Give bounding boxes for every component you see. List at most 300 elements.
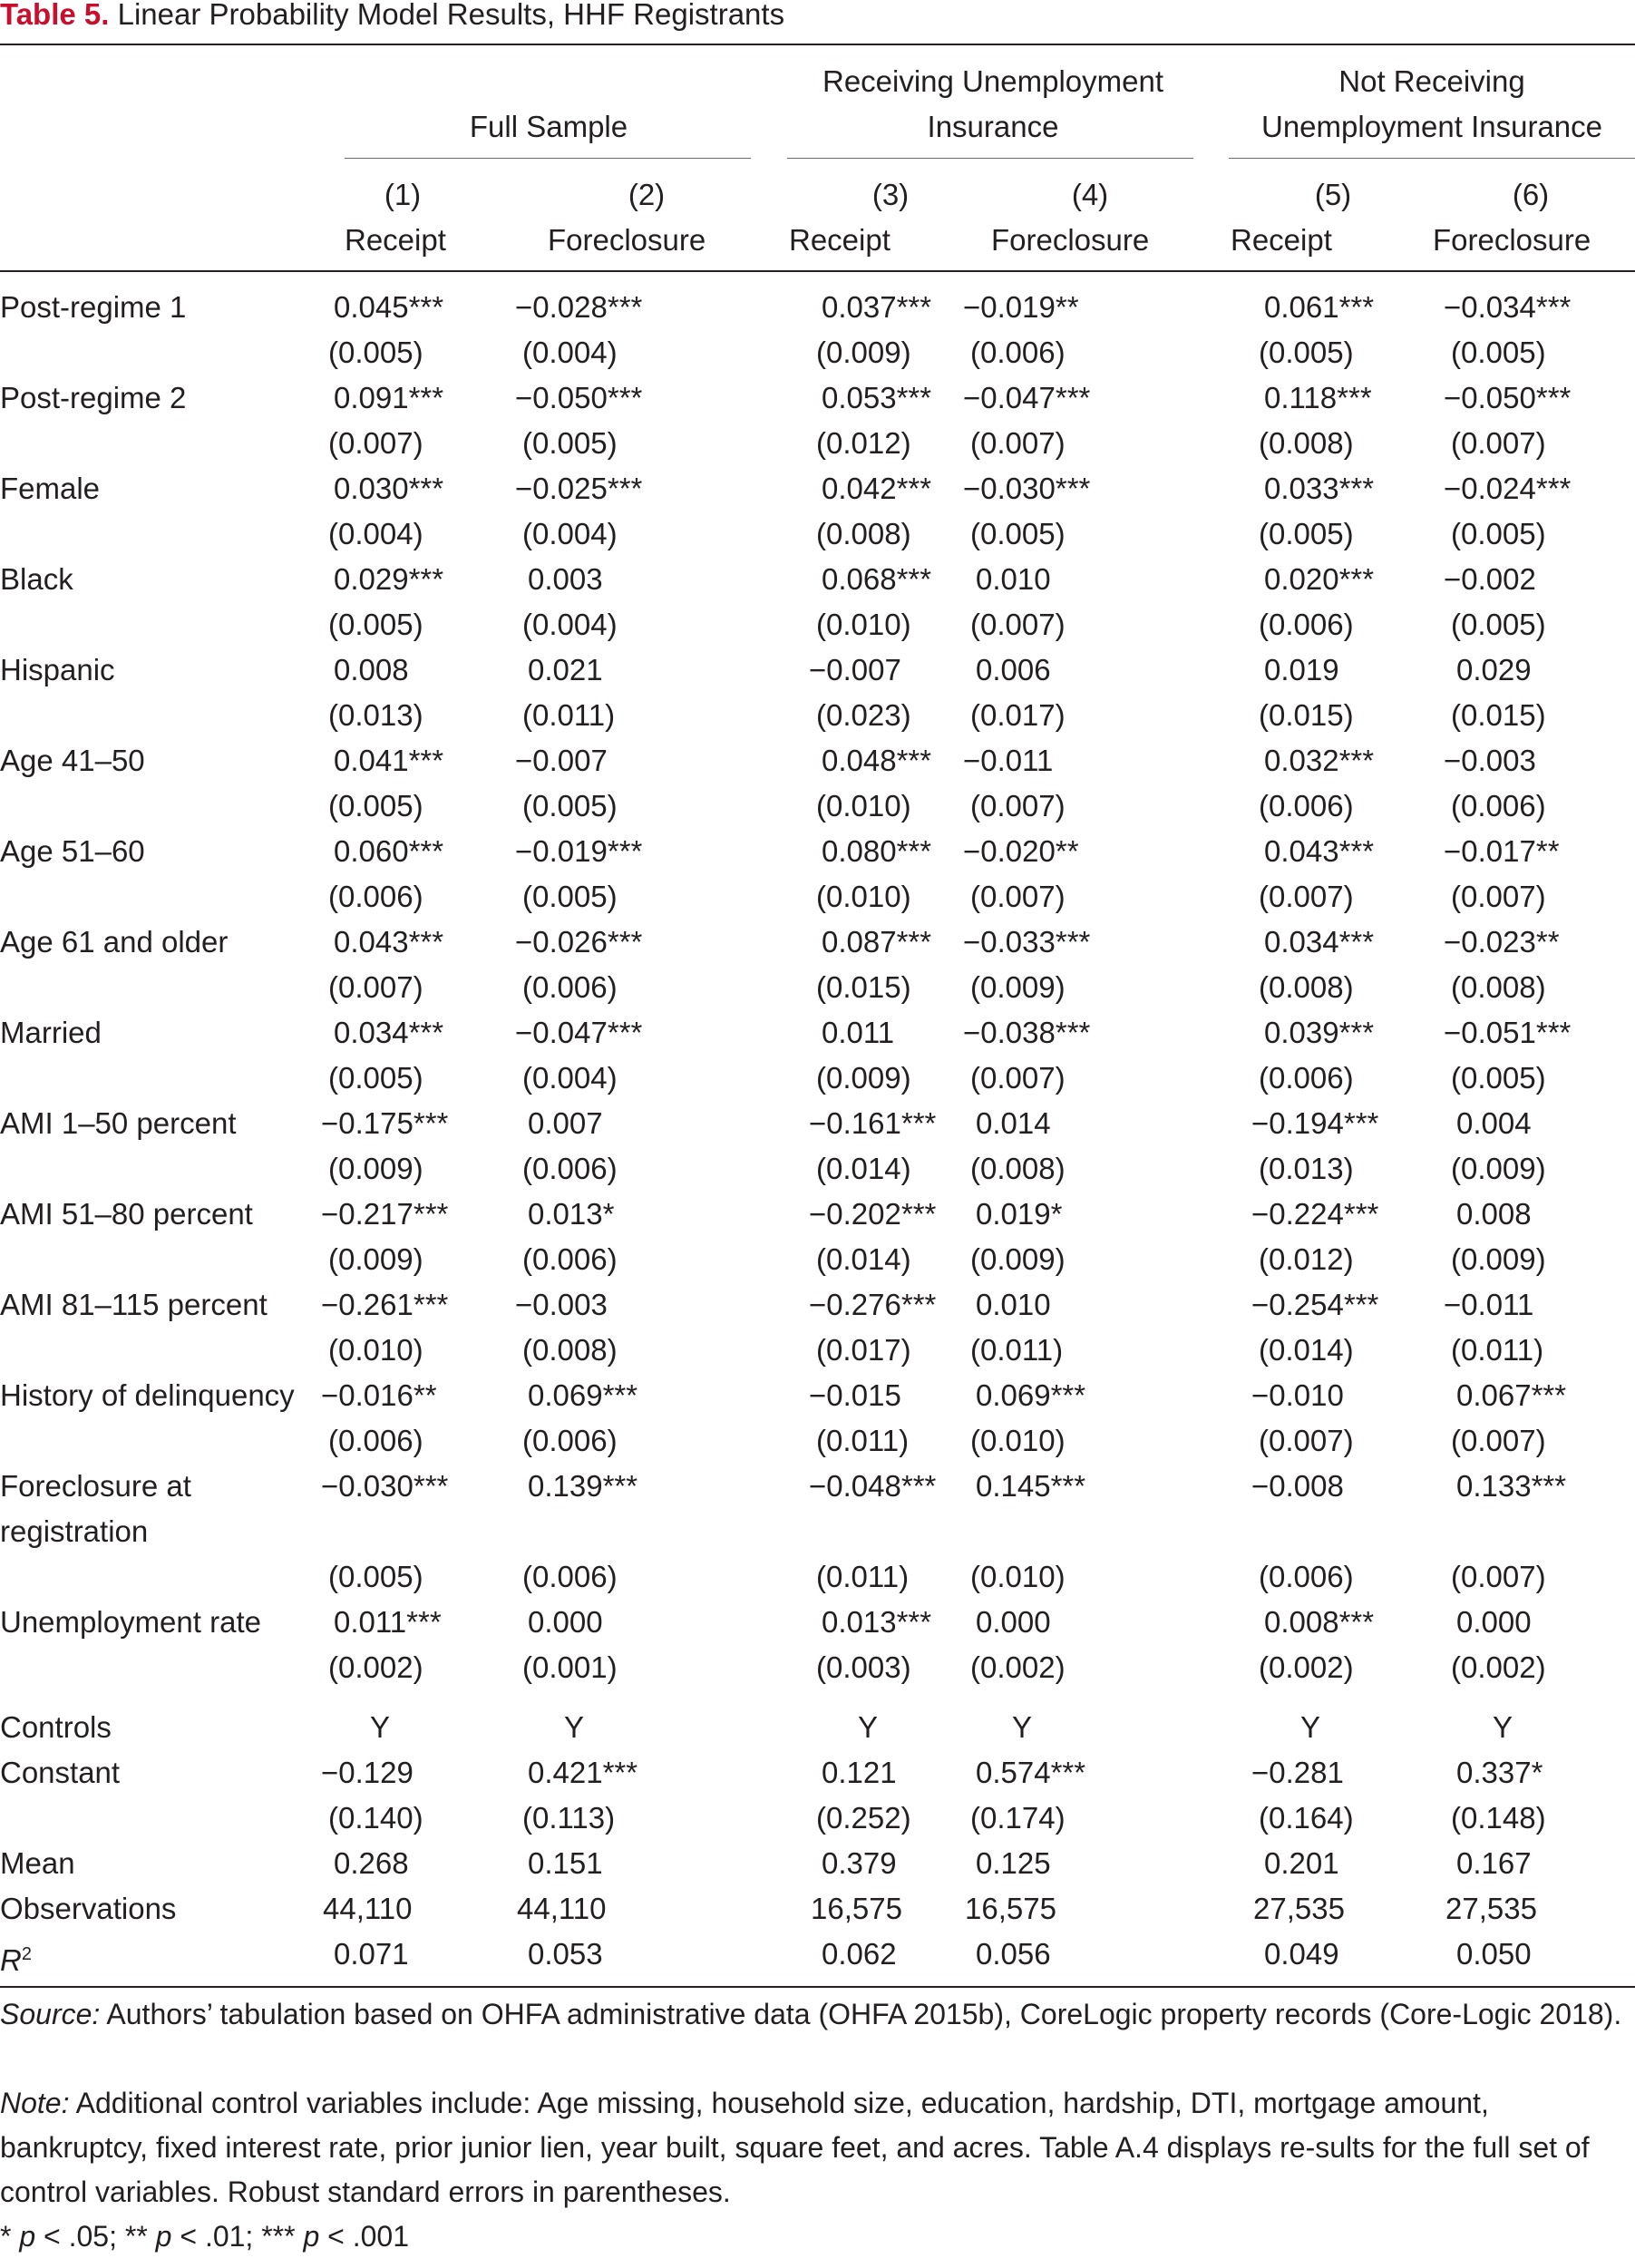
value-cell: −0.050*** <box>1444 381 1572 414</box>
value-cell: 0.007 <box>528 1106 603 1140</box>
value-cell: −0.011 <box>963 744 1054 777</box>
value-cell: 0.029 <box>1456 653 1532 686</box>
row-label: Age 51–60 <box>0 834 145 868</box>
value-cell: Y <box>1493 1710 1513 1744</box>
std-error-cell: (0.005) <box>328 1061 423 1095</box>
sig-text-2: < .01; *** <box>171 2220 304 2253</box>
value-cell: 0.010 <box>976 1288 1051 1321</box>
value-cell: 0.151 <box>528 1846 603 1880</box>
value-cell: 0.019 <box>1264 653 1339 686</box>
value-cell: 0.000 <box>976 1605 1051 1639</box>
value-cell: −0.016** <box>321 1378 437 1412</box>
std-error-cell: (0.010) <box>970 1424 1066 1457</box>
value-cell: 0.080*** <box>822 834 932 868</box>
std-error-cell: (0.012) <box>1259 1242 1354 1276</box>
row-label: Hispanic <box>0 653 115 686</box>
value-cell: −0.024*** <box>1444 472 1572 505</box>
row-label: Controls <box>0 1710 112 1744</box>
table-row <box>0 466 1635 511</box>
value-cell: −0.017** <box>1444 834 1560 868</box>
std-error-cell: (0.017) <box>816 1333 911 1367</box>
value-cell: 0.053*** <box>822 381 932 414</box>
table-row-std-error <box>0 421 1635 466</box>
value-cell: −0.175*** <box>321 1106 449 1140</box>
table-row-std-error <box>0 1237 1635 1282</box>
value-cell: Y <box>1012 1710 1033 1744</box>
std-error-cell: (0.023) <box>816 698 911 732</box>
source-label: Source: <box>0 1998 101 2030</box>
value-cell: 16,575 <box>811 1892 902 1925</box>
row-label: Age 61 and older <box>0 925 229 959</box>
std-error-cell: (0.007) <box>1451 1424 1546 1457</box>
value-cell: 0.021 <box>528 653 603 686</box>
value-cell: 0.039*** <box>1264 1016 1375 1049</box>
std-error-cell: (0.007) <box>328 970 423 1004</box>
mean-row <box>0 1841 1635 1886</box>
sig-p-3: p <box>303 2220 320 2253</box>
std-error-cell: (0.006) <box>328 880 423 913</box>
table-row-std-error <box>0 1146 1635 1192</box>
std-error-cell: (0.010) <box>328 1333 423 1367</box>
std-error-cell: (0.009) <box>970 1242 1066 1276</box>
group-line-2: Full Sample <box>469 110 628 143</box>
value-cell: −0.007 <box>809 653 901 686</box>
std-error-cell: (0.005) <box>1259 517 1354 550</box>
std-error-cell: (0.015) <box>1259 698 1354 732</box>
std-error-cell: (0.009) <box>328 1242 423 1276</box>
value-cell: 0.167 <box>1456 1846 1532 1880</box>
std-error-cell: (0.009) <box>328 1152 423 1185</box>
value-cell: −0.161*** <box>809 1106 937 1140</box>
table-row-std-error <box>0 511 1635 557</box>
value-cell: −0.048*** <box>809 1469 937 1503</box>
value-cell: 0.069*** <box>976 1378 1086 1412</box>
std-error-cell: (0.006) <box>1259 608 1354 641</box>
value-cell: 0.118*** <box>1264 381 1372 414</box>
std-error-cell: (0.005) <box>328 336 423 369</box>
value-cell: −0.002 <box>1444 562 1536 596</box>
std-error-cell: (0.007) <box>1259 1424 1354 1457</box>
value-cell: 0.145*** <box>976 1469 1086 1503</box>
header-rule <box>0 270 1635 272</box>
std-error-cell: (0.009) <box>816 336 911 369</box>
std-error-cell: (0.007) <box>328 426 423 460</box>
value-cell: Y <box>1300 1710 1321 1744</box>
std-error-cell: (0.006) <box>1259 789 1354 823</box>
std-error-cell: (0.004) <box>522 336 618 369</box>
value-cell: 0.033*** <box>1264 472 1375 505</box>
value-cell: Y <box>564 1710 585 1744</box>
std-error-cell: (0.011) <box>970 1333 1064 1367</box>
row-label: Married <box>0 1016 102 1049</box>
significance-note <box>0 2214 1623 2259</box>
row-label: Post-regime 1 <box>0 290 187 324</box>
value-cell: 0.020*** <box>1264 562 1375 596</box>
sig-p-1: p <box>19 2220 36 2253</box>
table-row <box>0 1464 1635 1548</box>
value-cell: 0.091*** <box>334 381 444 414</box>
value-cell: 0.019* <box>976 1197 1063 1231</box>
value-cell: 0.379 <box>822 1846 897 1880</box>
table-row <box>0 1600 1635 1645</box>
constant-row <box>0 1750 1635 1796</box>
std-error-cell: (0.004) <box>522 517 618 550</box>
std-error-cell: (0.006) <box>522 1242 618 1276</box>
value-cell: 0.004 <box>1456 1106 1532 1140</box>
std-error-cell: (0.008) <box>1451 970 1546 1004</box>
table-caption <box>0 0 784 33</box>
std-error-cell: (0.004) <box>328 517 423 550</box>
sig-p-2: p <box>155 2220 172 2253</box>
r-squared-row <box>0 1932 1635 1977</box>
value-cell: −0.019*** <box>515 834 643 868</box>
group-line-2: Insurance <box>927 110 1059 143</box>
row-label: Age 41–50 <box>0 744 145 777</box>
std-error-cell: (0.010) <box>816 789 911 823</box>
std-error-cell: (0.011) <box>1451 1333 1544 1367</box>
general-note <box>0 2081 1623 2214</box>
value-cell: 0.008 <box>334 653 409 686</box>
value-cell: 0.030*** <box>334 472 444 505</box>
row-label: Unemployment rate <box>0 1605 261 1639</box>
value-cell: −0.129 <box>321 1756 414 1789</box>
value-cell: −0.202*** <box>809 1197 937 1231</box>
row-label: Female <box>0 472 101 505</box>
row-label: Constant <box>0 1756 121 1789</box>
std-error-cell: (0.005) <box>328 1560 423 1593</box>
value-cell: 0.034*** <box>334 1016 444 1049</box>
std-error-cell: (0.014) <box>816 1152 911 1185</box>
std-error-cell: (0.015) <box>1451 698 1546 732</box>
value-cell: 0.003 <box>528 562 603 596</box>
value-cell: 0.133*** <box>1456 1469 1567 1503</box>
std-error-cell: (0.004) <box>522 1061 618 1095</box>
std-error-cell: (0.013) <box>328 698 423 732</box>
column-label-5: Receipt <box>1231 223 1332 257</box>
std-error-cell: (0.005) <box>1451 517 1546 550</box>
value-cell: 44,110 <box>323 1892 413 1925</box>
std-error-cell: (0.011) <box>816 1424 910 1457</box>
value-cell: −0.030*** <box>321 1469 449 1503</box>
value-cell: 0.421*** <box>528 1756 638 1789</box>
std-error-cell: (0.005) <box>970 517 1066 550</box>
std-error-cell: (0.008) <box>816 517 911 550</box>
row-label: Foreclosure at registration <box>0 1469 191 1548</box>
column-label-6: Foreclosure <box>1433 223 1591 257</box>
std-error-cell: (0.007) <box>1451 1560 1546 1593</box>
table-row-std-error <box>0 1328 1635 1373</box>
value-cell: 0.337* <box>1456 1756 1543 1789</box>
value-cell: 0.029*** <box>334 562 444 596</box>
table-row <box>0 1373 1635 1418</box>
std-error-cell: (0.014) <box>1259 1333 1354 1367</box>
table-row <box>0 1282 1635 1328</box>
value-cell: −0.019** <box>963 290 1079 324</box>
column-number-5: (5) <box>1314 178 1352 211</box>
column-number-2: (2) <box>628 178 666 211</box>
value-cell: −0.281 <box>1251 1756 1344 1789</box>
table-row-std-error <box>0 874 1635 920</box>
std-error-cell: (0.252) <box>816 1801 911 1835</box>
value-cell: 0.268 <box>334 1846 409 1880</box>
std-error-cell: (0.008) <box>970 1152 1066 1185</box>
value-cell: 0.008*** <box>1264 1605 1375 1639</box>
value-cell: −0.038*** <box>963 1016 1091 1049</box>
value-cell: −0.028*** <box>515 290 643 324</box>
std-error-cell: (0.005) <box>522 426 618 460</box>
std-error-cell: (0.017) <box>970 698 1066 732</box>
table-row <box>0 738 1635 784</box>
std-error-cell: (0.013) <box>1259 1152 1354 1185</box>
std-error-cell: (0.001) <box>522 1650 618 1684</box>
value-cell: 0.008 <box>1456 1197 1532 1231</box>
group-rule-2 <box>787 158 1193 159</box>
std-error-cell: (0.006) <box>1451 789 1546 823</box>
group-rule-1 <box>345 158 751 159</box>
value-cell: −0.261*** <box>321 1288 449 1321</box>
table-row-std-error <box>0 602 1635 647</box>
value-cell: −0.011 <box>1444 1288 1534 1321</box>
column-label-4: Foreclosure <box>991 223 1150 257</box>
value-cell: Y <box>370 1710 391 1744</box>
row-label: Mean <box>0 1846 75 1880</box>
std-error-cell: (0.006) <box>522 1424 618 1457</box>
table-row-std-error <box>0 693 1635 738</box>
std-error-cell: (0.002) <box>328 1650 423 1684</box>
value-cell: −0.224*** <box>1251 1197 1379 1231</box>
sig-star-1: * <box>0 2220 20 2253</box>
table-row <box>0 920 1635 965</box>
source-note <box>0 1992 1623 2037</box>
value-cell: Y <box>858 1710 879 1744</box>
std-error-cell: (0.007) <box>970 880 1066 913</box>
std-error-cell: (0.007) <box>970 1061 1066 1095</box>
std-error-cell: (0.007) <box>1451 880 1546 913</box>
std-error-cell: (0.007) <box>1259 880 1354 913</box>
column-label-1: Receipt <box>345 223 446 257</box>
std-error-cell: (0.009) <box>970 970 1066 1004</box>
value-cell: −0.051*** <box>1444 1016 1572 1049</box>
value-cell: 0.062 <box>822 1937 897 1971</box>
std-error-cell: (0.014) <box>816 1242 911 1276</box>
std-error-cell: (0.002) <box>1259 1650 1354 1684</box>
value-cell: 0.000 <box>1456 1605 1532 1639</box>
std-error-cell: (0.009) <box>1451 1242 1546 1276</box>
std-error-cell: (0.005) <box>328 789 423 823</box>
sig-text-3: < .001 <box>319 2220 409 2253</box>
value-cell: −0.030*** <box>963 472 1091 505</box>
r-squared-superscript: 2 <box>21 1944 32 1964</box>
std-error-cell: (0.002) <box>970 1650 1066 1684</box>
std-error-cell: (0.011) <box>816 1560 910 1593</box>
value-cell: 0.013*** <box>822 1605 932 1639</box>
value-cell: −0.007 <box>515 744 608 777</box>
std-error-cell: (0.010) <box>970 1560 1066 1593</box>
group-line-1: Not Receiving <box>1338 64 1525 98</box>
value-cell: 44,110 <box>517 1892 607 1925</box>
std-error-cell: (0.009) <box>1451 1152 1546 1185</box>
sig-text-1: < .05; ** <box>35 2220 156 2253</box>
std-error-cell: (0.005) <box>1451 1061 1546 1095</box>
std-error-cell: (0.005) <box>328 608 423 641</box>
constant-std-error-row <box>0 1796 1635 1841</box>
value-cell: 0.042*** <box>822 472 932 505</box>
value-cell: 0.121 <box>822 1756 897 1789</box>
value-cell: −0.254*** <box>1251 1288 1379 1321</box>
controls-row <box>0 1705 1635 1750</box>
group-header-not-receiving-ui <box>1229 59 1635 150</box>
std-error-cell: (0.008) <box>1259 426 1354 460</box>
table-number: Table 5. <box>0 0 110 31</box>
row-label: Post-regime 2 <box>0 381 187 414</box>
value-cell: 0.013* <box>528 1197 615 1231</box>
table-row <box>0 1101 1635 1146</box>
std-error-cell: (0.010) <box>816 608 911 641</box>
value-cell: −0.010 <box>1251 1378 1344 1412</box>
note-label: Note: <box>0 2087 70 2119</box>
value-cell: 0.139*** <box>528 1469 638 1503</box>
group-line-2: Unemployment Insurance <box>1260 110 1603 143</box>
value-cell: 0.032*** <box>1264 744 1375 777</box>
value-cell: 0.069*** <box>528 1378 638 1412</box>
std-error-cell: (0.009) <box>816 1061 911 1095</box>
value-cell: 0.061*** <box>1264 290 1375 324</box>
value-cell: −0.217*** <box>321 1197 449 1231</box>
table-row <box>0 829 1635 874</box>
value-cell: −0.026*** <box>515 925 643 959</box>
std-error-cell: (0.008) <box>522 1333 618 1367</box>
column-number-1: (1) <box>384 178 422 211</box>
value-cell: 27,535 <box>1253 1892 1345 1925</box>
value-cell: 0.050 <box>1456 1937 1532 1971</box>
note-text: Additional control variables include: Age missing, household size, education, hardship, DTI, mortgage amount, bankruptcy, fixed interest rate, prior junior lien, year built, square feet, and acres. Table A.4 displays re-sults for the full set of control variables. Robust standard errors in parentheses. <box>0 2087 1590 2208</box>
std-error-cell: (0.002) <box>1451 1650 1546 1684</box>
value-cell: 0.011 <box>822 1016 895 1049</box>
table-row <box>0 285 1635 330</box>
std-error-cell: (0.005) <box>522 789 618 823</box>
table-title: Linear Probability Model Results, HHF Registrants <box>117 0 785 31</box>
std-error-cell: (0.006) <box>328 1424 423 1457</box>
std-error-cell: (0.005) <box>522 880 618 913</box>
std-error-cell: (0.007) <box>970 608 1066 641</box>
value-cell: −0.025*** <box>515 472 643 505</box>
std-error-cell: (0.140) <box>328 1801 423 1835</box>
table-row <box>0 647 1635 693</box>
column-number-6: (6) <box>1512 178 1550 211</box>
table-row-std-error <box>0 1554 1635 1600</box>
group-rule-3 <box>1229 158 1635 159</box>
value-cell: 0.053 <box>528 1937 603 1971</box>
std-error-cell: (0.010) <box>816 880 911 913</box>
std-error-cell: (0.005) <box>1259 336 1354 369</box>
table-row-std-error <box>0 965 1635 1010</box>
column-number-3: (3) <box>871 178 910 211</box>
table-row <box>0 375 1635 421</box>
std-error-cell: (0.006) <box>522 1152 618 1185</box>
value-cell: −0.276*** <box>809 1288 937 1321</box>
std-error-cell: (0.005) <box>1451 336 1546 369</box>
table-row <box>0 1010 1635 1056</box>
row-label: History of delinquency <box>0 1378 295 1412</box>
source-text: Authors’ tabulation based on OHFA administrative data (OHFA 2015b), CoreLogic property records (Core-Logic 2018). <box>106 1998 1622 2030</box>
value-cell: 0.201 <box>1264 1846 1339 1880</box>
value-cell: 0.087*** <box>822 925 932 959</box>
bottom-rule <box>0 1986 1635 1988</box>
std-error-cell: (0.006) <box>1259 1061 1354 1095</box>
value-cell: 0.071 <box>334 1937 409 1971</box>
std-error-cell: (0.008) <box>1259 970 1354 1004</box>
std-error-cell: (0.006) <box>522 1560 618 1593</box>
row-label: AMI 1–50 percent <box>0 1106 237 1140</box>
value-cell: 0.045*** <box>334 290 444 324</box>
value-cell: −0.050*** <box>515 381 643 414</box>
value-cell: −0.003 <box>1444 744 1536 777</box>
observations-row <box>0 1886 1635 1932</box>
row-label: AMI 81–115 percent <box>0 1288 268 1321</box>
value-cell: −0.008 <box>1251 1469 1344 1503</box>
value-cell: 0.125 <box>976 1846 1051 1880</box>
row-label <box>0 1932 32 1983</box>
r-squared-letter: R <box>0 1943 22 1977</box>
value-cell: −0.033*** <box>963 925 1091 959</box>
std-error-cell: (0.006) <box>970 336 1066 369</box>
std-error-cell: (0.003) <box>816 1650 911 1684</box>
value-cell: −0.003 <box>515 1288 608 1321</box>
value-cell: −0.034*** <box>1444 290 1572 324</box>
std-error-cell: (0.174) <box>970 1801 1066 1835</box>
std-error-cell: (0.007) <box>1451 426 1546 460</box>
table-row-std-error <box>0 1645 1635 1690</box>
top-rule <box>0 44 1635 45</box>
value-cell: 0.060*** <box>334 834 444 868</box>
row-label: Black <box>0 562 73 596</box>
value-cell: 0.049 <box>1264 1937 1339 1971</box>
value-cell: 0.010 <box>976 562 1051 596</box>
table-row-std-error <box>0 784 1635 829</box>
value-cell: 0.034*** <box>1264 925 1375 959</box>
column-label-3: Receipt <box>789 223 890 257</box>
table-row-std-error <box>0 1418 1635 1464</box>
column-number-4: (4) <box>1071 178 1109 211</box>
table-row-std-error <box>0 330 1635 375</box>
std-error-cell: (0.015) <box>816 970 911 1004</box>
value-cell: 0.048*** <box>822 744 932 777</box>
value-cell: 27,535 <box>1445 1892 1537 1925</box>
value-cell: 0.000 <box>528 1605 603 1639</box>
table-row <box>0 557 1635 602</box>
std-error-cell: (0.006) <box>522 970 618 1004</box>
std-error-cell: (0.006) <box>1259 1560 1354 1593</box>
std-error-cell: (0.007) <box>970 426 1066 460</box>
table-row <box>0 1192 1635 1237</box>
row-label: AMI 51–80 percent <box>0 1197 253 1231</box>
value-cell: 0.041*** <box>334 744 444 777</box>
group-line-1: Receiving Unemployment <box>822 64 1163 98</box>
value-cell: −0.047*** <box>515 1016 643 1049</box>
std-error-cell: (0.148) <box>1451 1801 1546 1835</box>
std-error-cell: (0.005) <box>1451 608 1546 641</box>
std-error-cell: (0.012) <box>816 426 911 460</box>
std-error-cell: (0.004) <box>522 608 618 641</box>
value-cell: 0.043*** <box>334 925 444 959</box>
column-label-2: Foreclosure <box>548 223 706 257</box>
value-cell: −0.023** <box>1444 925 1560 959</box>
value-cell: 16,575 <box>965 1892 1056 1925</box>
value-cell: −0.194*** <box>1251 1106 1379 1140</box>
value-cell: 0.068*** <box>822 562 932 596</box>
value-cell: 0.037*** <box>822 290 932 324</box>
std-error-cell: (0.164) <box>1259 1801 1354 1835</box>
